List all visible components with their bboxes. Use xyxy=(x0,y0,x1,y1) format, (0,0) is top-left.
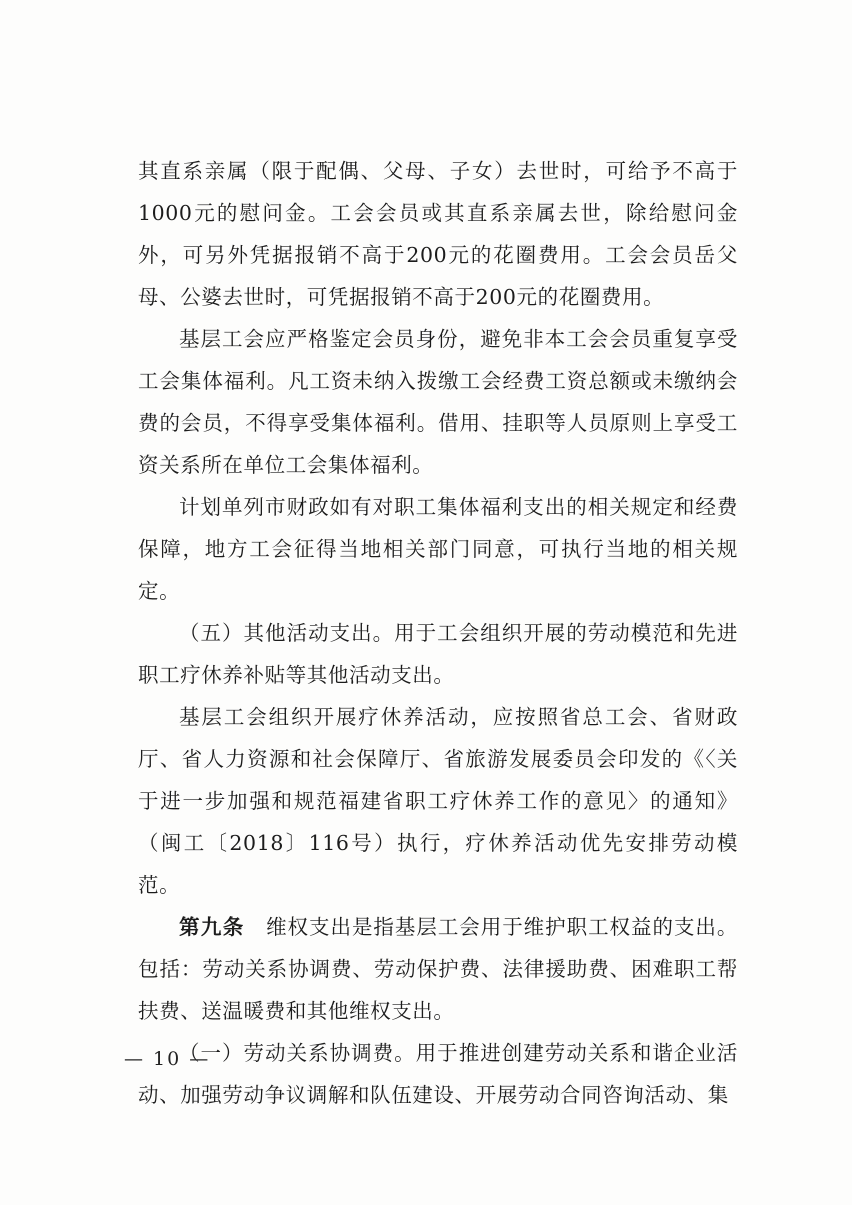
paragraph-1: 其直系亲属（限于配偶、父母、子女）去世时，可给予不高于1000元的慰问金。工会会员或其直系亲属去世，除给慰问金外，可另外凭据报销不高于200元的花圈费用。工会会员岳父母、公婆去世时，可凭据报销不高于200元的花圈费用。 xyxy=(138,159,738,309)
paragraph-6 xyxy=(138,906,738,1032)
paragraph-3: 计划单列市财政如有对职工集体福利支出的相关规定和经费保障，地方工会征得当地相关部门同意，可执行当地的相关规定。 xyxy=(138,495,738,603)
paragraph-2: 基层工会应严格鉴定会员身份，避免非本工会会员重复享受工会集体福利。凡工资未纳入拨缴工会经费工资总额或未缴纳会费的会员，不得享受集体福利。借用、挂职等人员原则上享受工资关系所在单位工会集体福利。 xyxy=(138,327,738,477)
body-text xyxy=(138,150,738,1116)
paragraph-5: 基层工会组织开展疗休养活动，应按照省总工会、省财政厅、省人力资源和社会保障厅、省旅游发展委员会印发的《〈关于进一步加强和规范福建省职工疗休养工作的意见〉的通知》（闽工〔2018〕116号）执行，疗休养活动优先安排劳动模范。 xyxy=(138,705,738,897)
paragraph-7: （一）劳动关系协调费。用于推进创建劳动关系和谐企业活动、加强劳动争议调解和队伍建设、开展劳动合同咨询活动、集 xyxy=(138,1041,738,1107)
article-text: 维权支出是指基层工会用于维护职工权益的支出。包括：劳动关系协调费、劳动保护费、法律援助费、困难职工帮扶费、送温暖费和其他维权支出。 xyxy=(138,915,738,1023)
page-number: — 10 — xyxy=(124,1048,211,1070)
article-label: 第九条 xyxy=(179,915,245,939)
paragraph-4: （五）其他活动支出。用于工会组织开展的劳动模范和先进职工疗休养补贴等其他活动支出。 xyxy=(138,621,738,687)
